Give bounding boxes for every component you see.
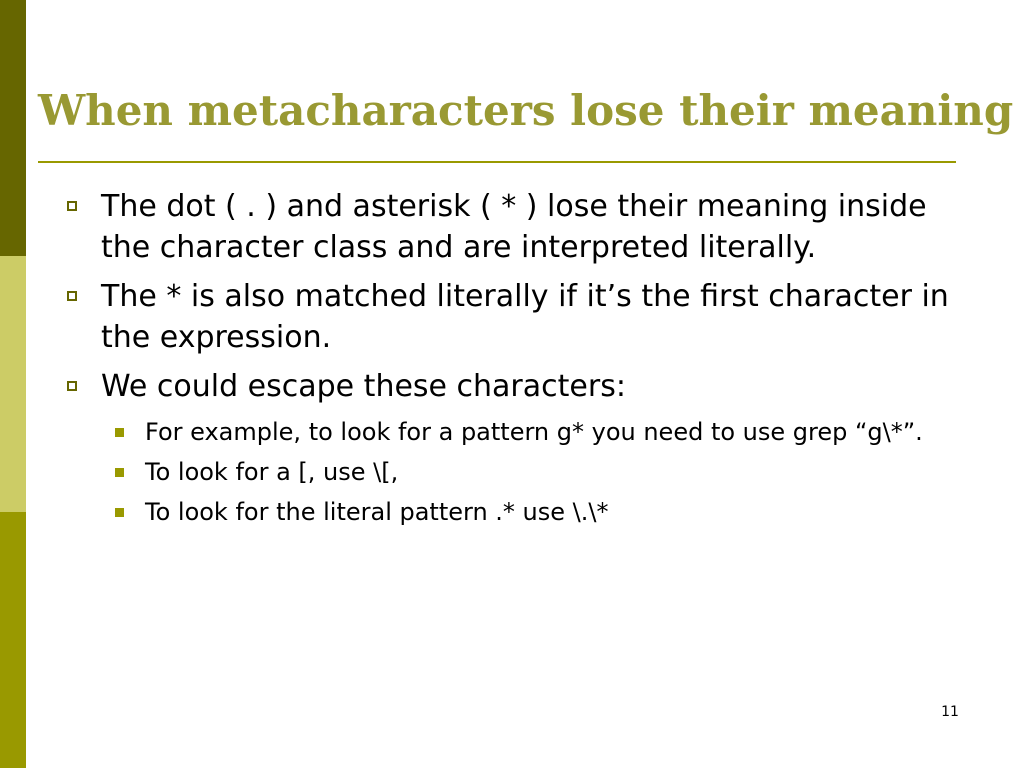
slide-body — [60, 186, 960, 535]
side-band-light — [0, 256, 26, 512]
hollow-square-bullet-icon — [67, 381, 77, 391]
sub-bullet-text: For example, to look for a pattern g* you need to use grep “g\*”. — [145, 418, 923, 446]
page-number: 11 — [941, 704, 959, 720]
sub-bullet-item — [145, 495, 960, 529]
sub-bullet-item — [145, 455, 960, 489]
title-underline — [38, 161, 956, 163]
hollow-square-bullet-icon — [67, 201, 77, 211]
filled-square-bullet-icon — [115, 468, 124, 477]
bullet-item — [60, 276, 960, 358]
slide-title: When metacharacters lose their meaning — [38, 86, 1014, 135]
bullet-text: We could escape these characters: — [101, 369, 626, 404]
bullet-item — [60, 366, 960, 407]
sub-bullet-text: To look for the literal pattern .* use \.\* — [145, 498, 609, 526]
bullet-text: The dot ( . ) and asterisk ( * ) lose their meaning inside the character class and are interpreted literally. — [101, 189, 927, 265]
side-band-olive — [0, 512, 26, 768]
bullet-text: The * is also matched literally if it’s the first character in the expression. — [101, 279, 949, 355]
hollow-square-bullet-icon — [67, 291, 77, 301]
sub-bullet-text: To look for a [, use \[, — [145, 458, 399, 486]
bullet-item — [60, 186, 960, 268]
filled-square-bullet-icon — [115, 428, 124, 437]
side-band-dark — [0, 0, 26, 256]
filled-square-bullet-icon — [115, 508, 124, 517]
sub-bullet-item — [145, 415, 960, 449]
